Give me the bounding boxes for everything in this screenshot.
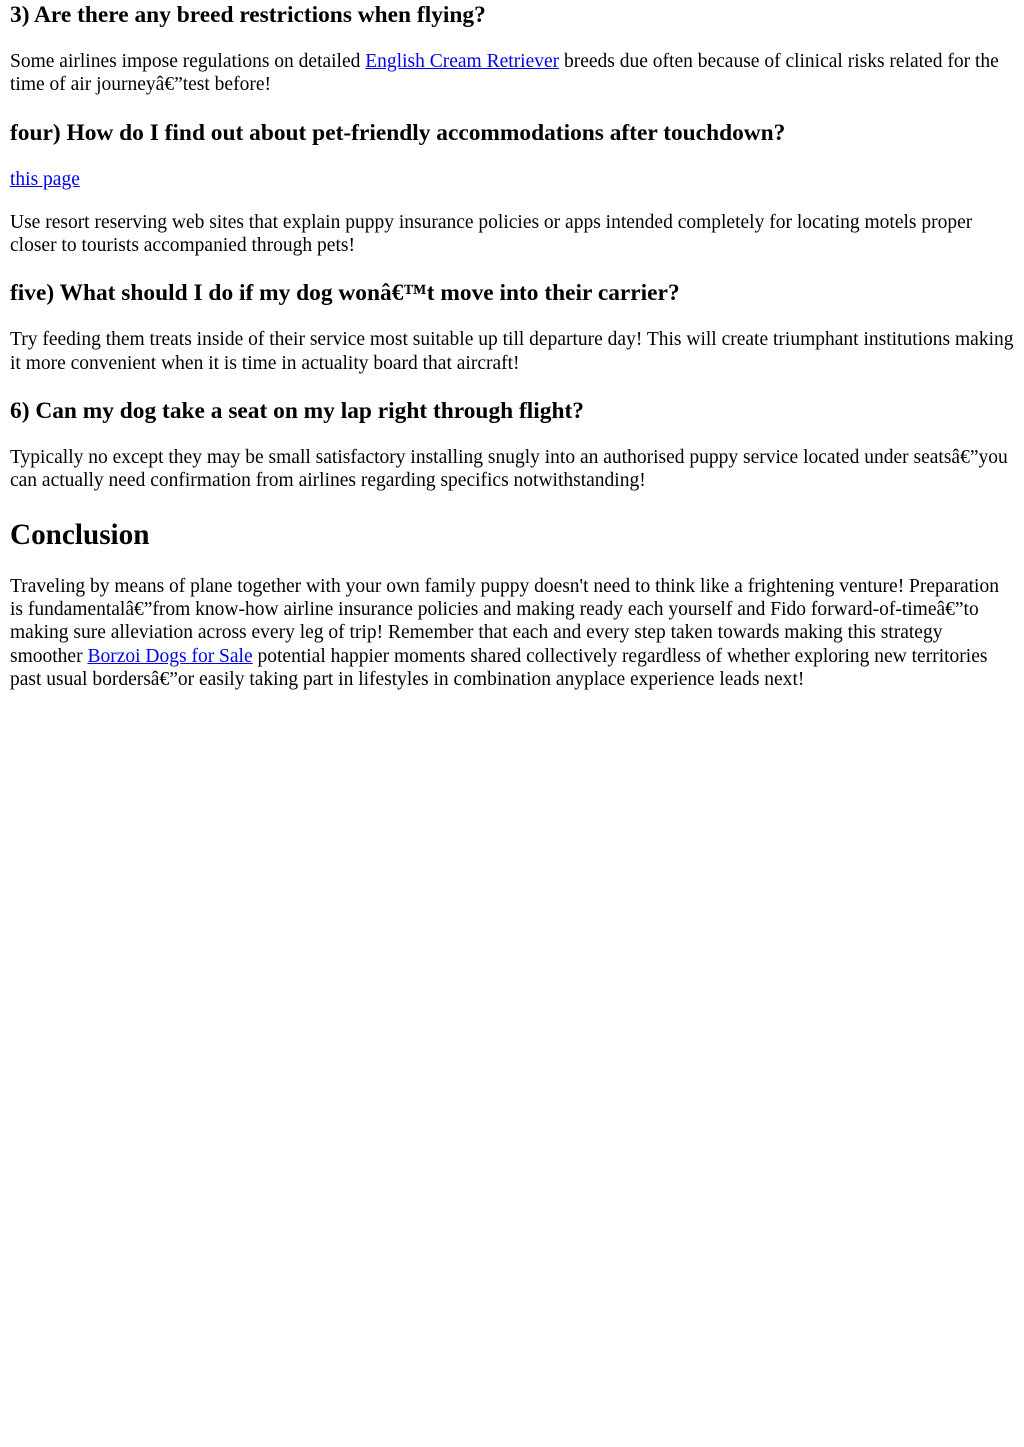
this-page-link[interactable]: this page (10, 168, 80, 190)
article-content (0, 1, 1024, 691)
faq-heading-pet-friendly-accommodations: four) How do I find out about pet-friendly accommodations after touchdown? (10, 119, 786, 146)
faq-answer-pet-friendly-accommodations: Use resort reserving web sites that explain puppy insurance policies or apps intended completely for locating motels proper closer to tourists accompanied through pets! (10, 211, 973, 257)
answer-text-after-link: breeds due often because of clinical risks related for the time of air journeyâ€”test before! (10, 51, 999, 96)
this-page-link-paragraph (10, 168, 1014, 191)
conclusion-body (10, 575, 1014, 691)
borzoi-dogs-for-sale-link[interactable]: Borzoi Dogs for Sale (87, 645, 253, 667)
faq-heading-lap-flight: 6) Can my dog take a seat on my lap right through flight? (10, 398, 584, 425)
answer-text-before-link: Some airlines impose regulations on detailed (10, 51, 366, 72)
faq-heading-carrier: five) What should I do if my dog wonâ€™t move into their carrier? (10, 280, 680, 307)
conclusion-text-after-link: potential happier moments shared collectively regardless of whether exploring new territories past usual bordersâ€”or easily taking part in lifestyles in combination anyplace experience leads next! (10, 645, 988, 690)
english-cream-retriever-link[interactable]: English Cream Retriever (365, 51, 560, 72)
faq-answer-carrier: Try feeding them treats inside of their service most suitable up till departure day! This will create triumphant institutions making it more convenient when it is time in actuality board that aircraft! (10, 329, 1014, 374)
faq-answer-lap-flight: Typically no except they may be small satisfactory installing snugly into an authorised puppy service located under seatsâ€”you can actually need confirmation from airlines regarding specifics notwithstanding! (10, 447, 1008, 492)
faq-answer-breed-restrictions (10, 50, 1014, 97)
faq-heading-breed-restrictions: 3) Are there any breed restrictions when flying? (10, 2, 486, 28)
conclusion-heading: Conclusion (10, 518, 150, 551)
conclusion-text-before-link: Traveling by means of plane together with your own family puppy doesn't need to think like a frightening venture! Preparation is fundamentalâ€”from know-how airline insurance policies and making ready each yourself and Fido forward-of-timeâ€”to making sure alleviation across every leg of trip! Remember that each and every step taken towards making this strategy smoother (10, 575, 999, 667)
